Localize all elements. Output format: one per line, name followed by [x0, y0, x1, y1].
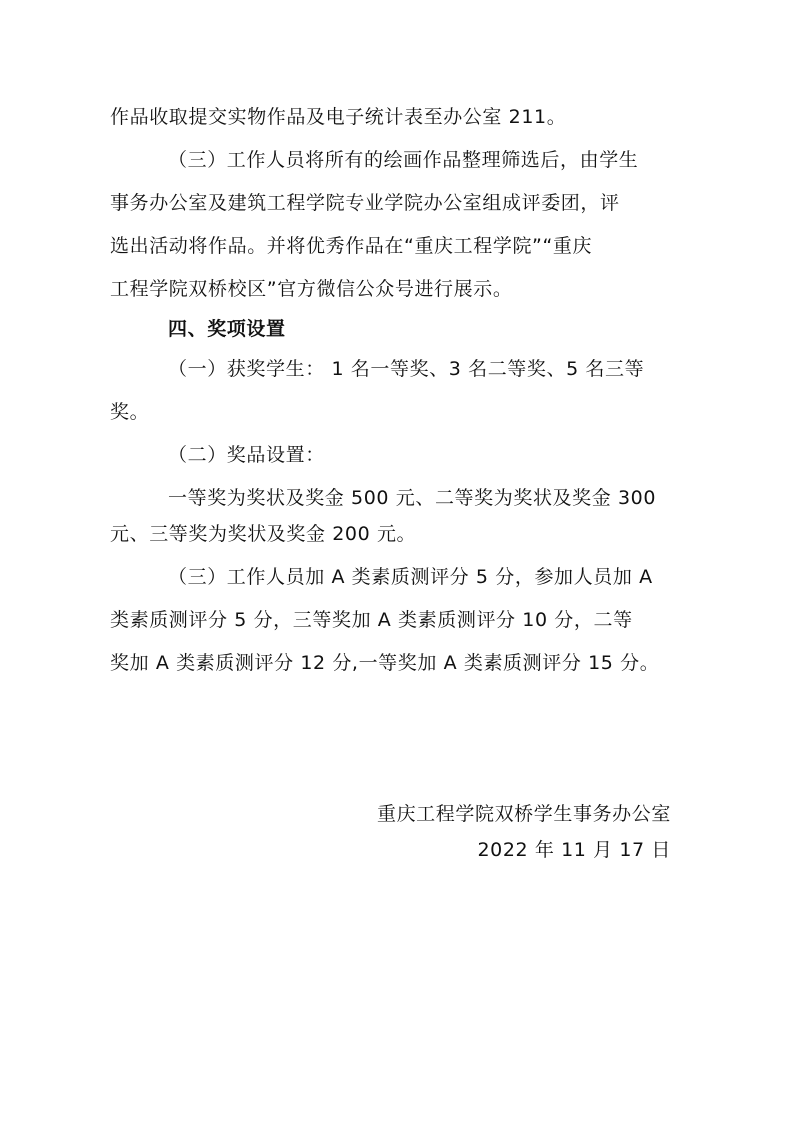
body-line-10: 一等奖为奖状及奖金 500 元、二等奖为奖状及奖金 300: [168, 487, 657, 509]
body-line-2: （三）工作人员将所有的绘画作品整理筛选后，由学生: [168, 149, 639, 171]
signature-date: 2022 年 11 月 17 日: [477, 839, 671, 861]
signature-office: 重庆工程学院双桥学生事务办公室: [376, 803, 671, 825]
body-line-12: （三）工作人员加 A 类素质测评分 5 分，参加人员加 A: [168, 566, 653, 588]
body-line-7: （一）获奖学生： 1 名一等奖、3 名二等奖、5 名三等: [168, 358, 645, 380]
body-line-5: 工程学院双桥校区”官方微信公众号进行展示。: [110, 278, 513, 300]
body-line-9: （二）奖品设置：: [168, 444, 325, 466]
body-line-11: 元、三等奖为奖状及奖金 200 元。: [110, 523, 417, 545]
body-line-14: 奖加 A 类素质测评分 12 分,一等奖加 A 类素质测评分 15 分。: [110, 652, 660, 674]
body-line-3: 事务办公室及建筑工程学院专业学院办公室组成评委团，评: [110, 192, 620, 214]
body-line-13: 类素质测评分 5 分，三等奖加 A 类素质测评分 10 分，二等: [110, 609, 633, 631]
body-line-8: 奖。: [110, 401, 150, 423]
body-line-1: 作品收取提交实物作品及电子统计表至办公室 211。: [110, 106, 567, 128]
body-line-4: 选出活动将作品。并将优秀作品在“重庆工程学院”“重庆: [110, 235, 593, 257]
section-heading-awards: 四、奖项设置: [168, 318, 286, 340]
